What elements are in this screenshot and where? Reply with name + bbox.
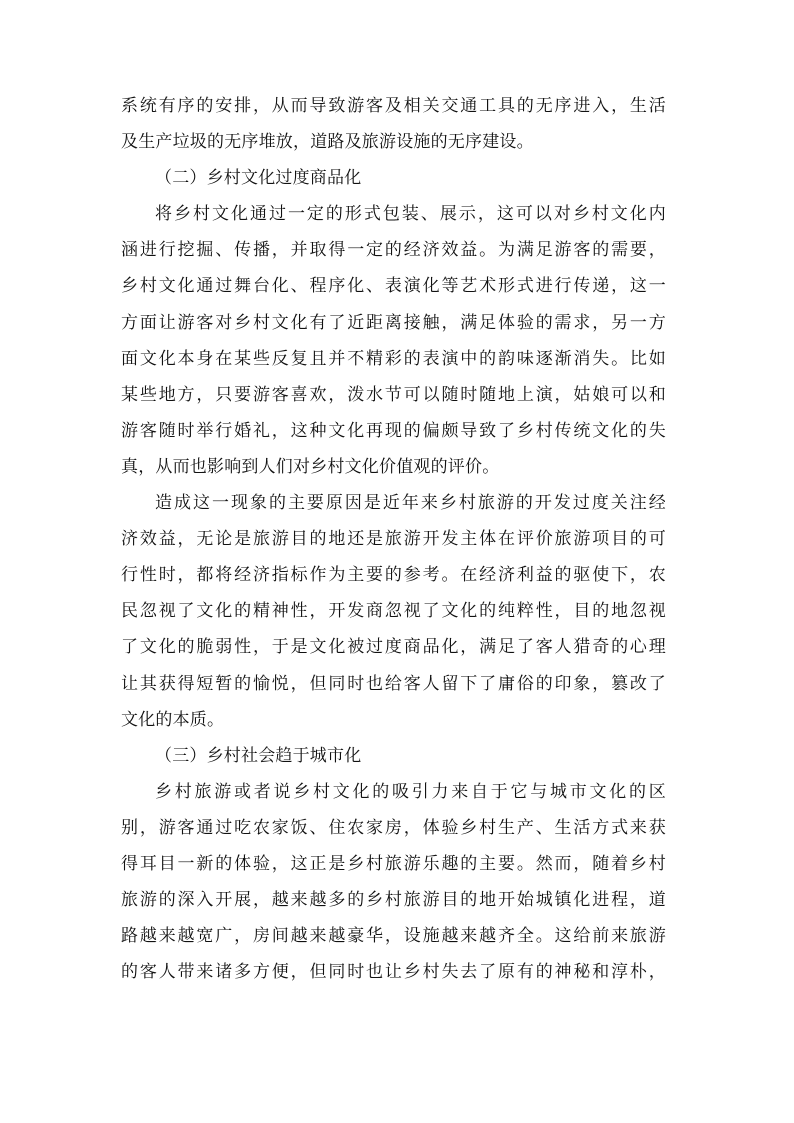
- section-heading-2: （二）乡村文化过度商品化: [155, 168, 362, 189]
- paragraph-line: 民忽视了文化的精神性，开发商忽视了文化的纯粹性，目的地忽视: [121, 601, 666, 622]
- paragraph-line: 文化的本质。: [121, 709, 225, 730]
- paragraph-line: 乡村文化通过舞台化、程序化、表演化等艺术形式进行传递，这一: [121, 276, 666, 297]
- paragraph-line: 济效益，无论是旅游目的地还是旅游开发主体在评价旅游项目的可: [121, 529, 666, 550]
- paragraph-line: 涵进行挖掘、传播，并取得一定的经济效益。为满足游客的需要，: [121, 240, 666, 261]
- document-body: [121, 88, 666, 990]
- paragraph-line: 得耳目一新的体验，这正是乡村旅游乐趣的主要。然而，随着乡村: [121, 853, 666, 874]
- section-heading-3: （三）乡村社会趋于城市化: [155, 745, 362, 766]
- paragraph-line: 别，游客通过吃农家饭、住农家房，体验乡村生产、生活方式来获: [121, 817, 666, 838]
- paragraph-line: 真，从而也影响到人们对乡村文化价值观的评价。: [121, 456, 500, 477]
- paragraph-line: 旅游的深入开展，越来越多的乡村旅游目的地开始城镇化进程，道: [121, 890, 666, 911]
- paragraph-line: 将乡村文化通过一定的形式包装、展示，这可以对乡村文化内: [155, 204, 666, 225]
- paragraph-line: 路越来越宽广，房间越来越豪华，设施越来越齐全。这给前来旅游: [121, 926, 666, 947]
- paragraph-line: 造成这一现象的主要原因是近年来乡村旅游的开发过度关注经: [155, 493, 666, 514]
- paragraph-line: 的客人带来诸多方便，但同时也让乡村失去了原有的神秘和淳朴，: [121, 962, 666, 983]
- paragraph-line: 方面让游客对乡村文化有了近距离接触，满足体验的需求，另一方: [121, 312, 666, 333]
- paragraph-line: 系统有序的安排，从而导致游客及相关交通工具的无序进入，生活: [121, 96, 666, 116]
- paragraph-line: 游客随时举行婚礼，这种文化再现的偏颇导致了乡村传统文化的失: [121, 420, 666, 441]
- paragraph-line: 及生产垃圾的无序堆放，道路及旅游设施的无序建设。: [121, 132, 534, 153]
- paragraph-line: 行性时，都将经济指标作为主要的参考。在经济利益的驱使下，农: [121, 565, 666, 586]
- paragraph-line: 乡村旅游或者说乡村文化的吸引力来自于它与城市文化的区: [155, 781, 666, 802]
- paragraph-line: 让其获得短暂的愉悦，但同时也给客人留下了庸俗的印象，篡改了: [121, 673, 666, 694]
- paragraph-line: 了文化的脆弱性，于是文化被过度商品化，满足了客人猎奇的心理: [121, 637, 666, 658]
- paragraph-line: 面文化本身在某些反复且并不精彩的表演中的韵味逐渐消失。比如: [121, 348, 666, 369]
- paragraph-line: 某些地方，只要游客喜欢，泼水节可以随时随地上演，姑娘可以和: [121, 384, 666, 405]
